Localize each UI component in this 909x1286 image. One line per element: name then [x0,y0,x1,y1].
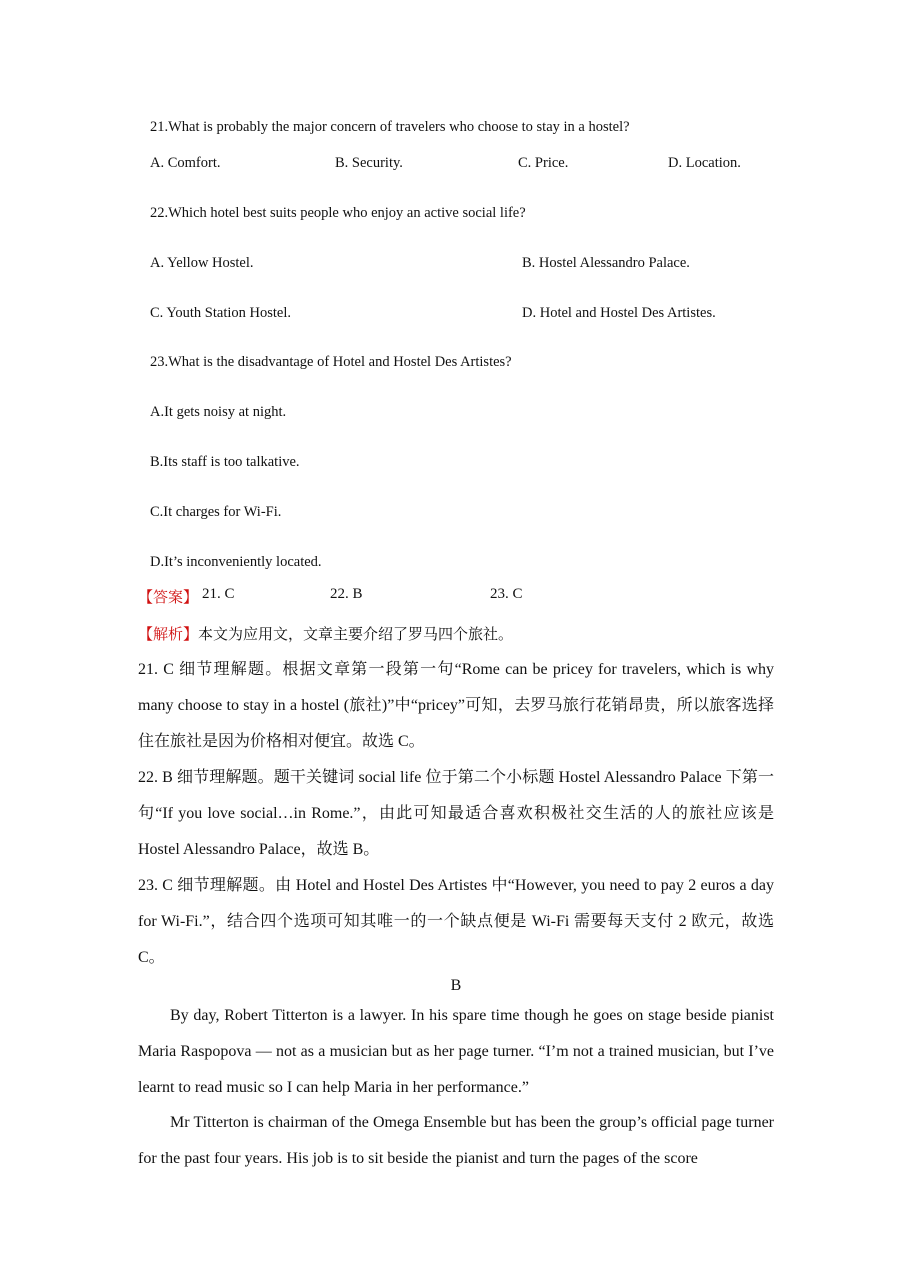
question-21-option-a: A. Comfort. [150,155,221,171]
answer-22: 22. B [330,586,363,602]
answer-21: 21. C [202,586,235,602]
passage-paragraph-2: Mr Titterton is chairman of the Omega Ensemble but has been the group’s official page turner for the past four years. His job is to sit beside the pianist and turn the pages of the score [138,1114,774,1167]
analysis-summary-line [138,616,774,653]
question-21-option-d: D. Location. [668,155,741,171]
answer-row [138,586,774,610]
question-23-option-d: D.It’s inconveniently located. [150,554,322,570]
analysis-q23: 23. C 细节理解题。由 Hotel and Hostel Des Artistes 中“However, you need to pay 2 euros a day for Wi-Fi.”，结合四个选项可知其唯一的一个缺点便是 Wi-Fi 需要每天支付 2 欧元，故选 C。 [138,877,774,966]
question-22-option-c: C. Youth Station Hostel. [150,305,291,321]
question-22-stem: 22.Which hotel best suits people who enjoy an active social life? [150,205,526,221]
question-23-option-c: C.It charges for Wi-Fi. [150,504,282,520]
question-21-stem: 21.What is probably the major concern of travelers who choose to stay in a hostel? [150,119,630,135]
question-22-option-d: D. Hotel and Hostel Des Artistes. [522,305,716,321]
question-22-option-a: A. Yellow Hostel. [150,255,254,271]
question-23-stem: 23.What is the disadvantage of Hotel and Hostel Des Artistes? [150,354,512,370]
question-21-option-c: C. Price. [518,155,569,171]
analysis-summary: 本文为应用文，文章主要介绍了罗马四个旅社。 [198,625,514,643]
analysis-tag: 【解析】 [138,625,199,643]
question-22-option-b: B. Hostel Alessandro Palace. [522,255,690,271]
section-label: B [450,977,462,994]
answer-tag: 【答案】 [138,588,199,606]
question-21-option-b: B. Security. [335,155,403,171]
question-23-option-b: B.Its staff is too talkative. [150,454,300,470]
question-23-option-a: A.It gets noisy at night. [150,404,287,420]
answer-23: 23. C [490,586,523,602]
analysis-q22: 22. B 细节理解题。题干关键词 social life 位于第二个小标题 Hostel Alessandro Palace 下第一句“If you love social…in Rome.”，由此可知最适合喜欢积极社交生活的人的旅社应该是 Hostel Alessandro Palace，故选 B。 [138,769,774,858]
analysis-q21: 21. C 细节理解题。根据文章第一段第一句“Rome can be pricey for travelers, which is why many choose to stay in a hostel (旅社)”中“pricey”可知，去罗马旅行花销昂贵，所以旅客选择住在旅社是因为价格相对便宜。故选 C。 [138,661,774,750]
passage-paragraph-1: By day, Robert Titterton is a lawyer. In his spare time though he goes on stage beside pianist Maria Raspopova — not as a musician but as her page turner. “I’m not a trained musician, but I’ve learnt to read music so I can help Maria in her performance.” [138,1007,774,1096]
